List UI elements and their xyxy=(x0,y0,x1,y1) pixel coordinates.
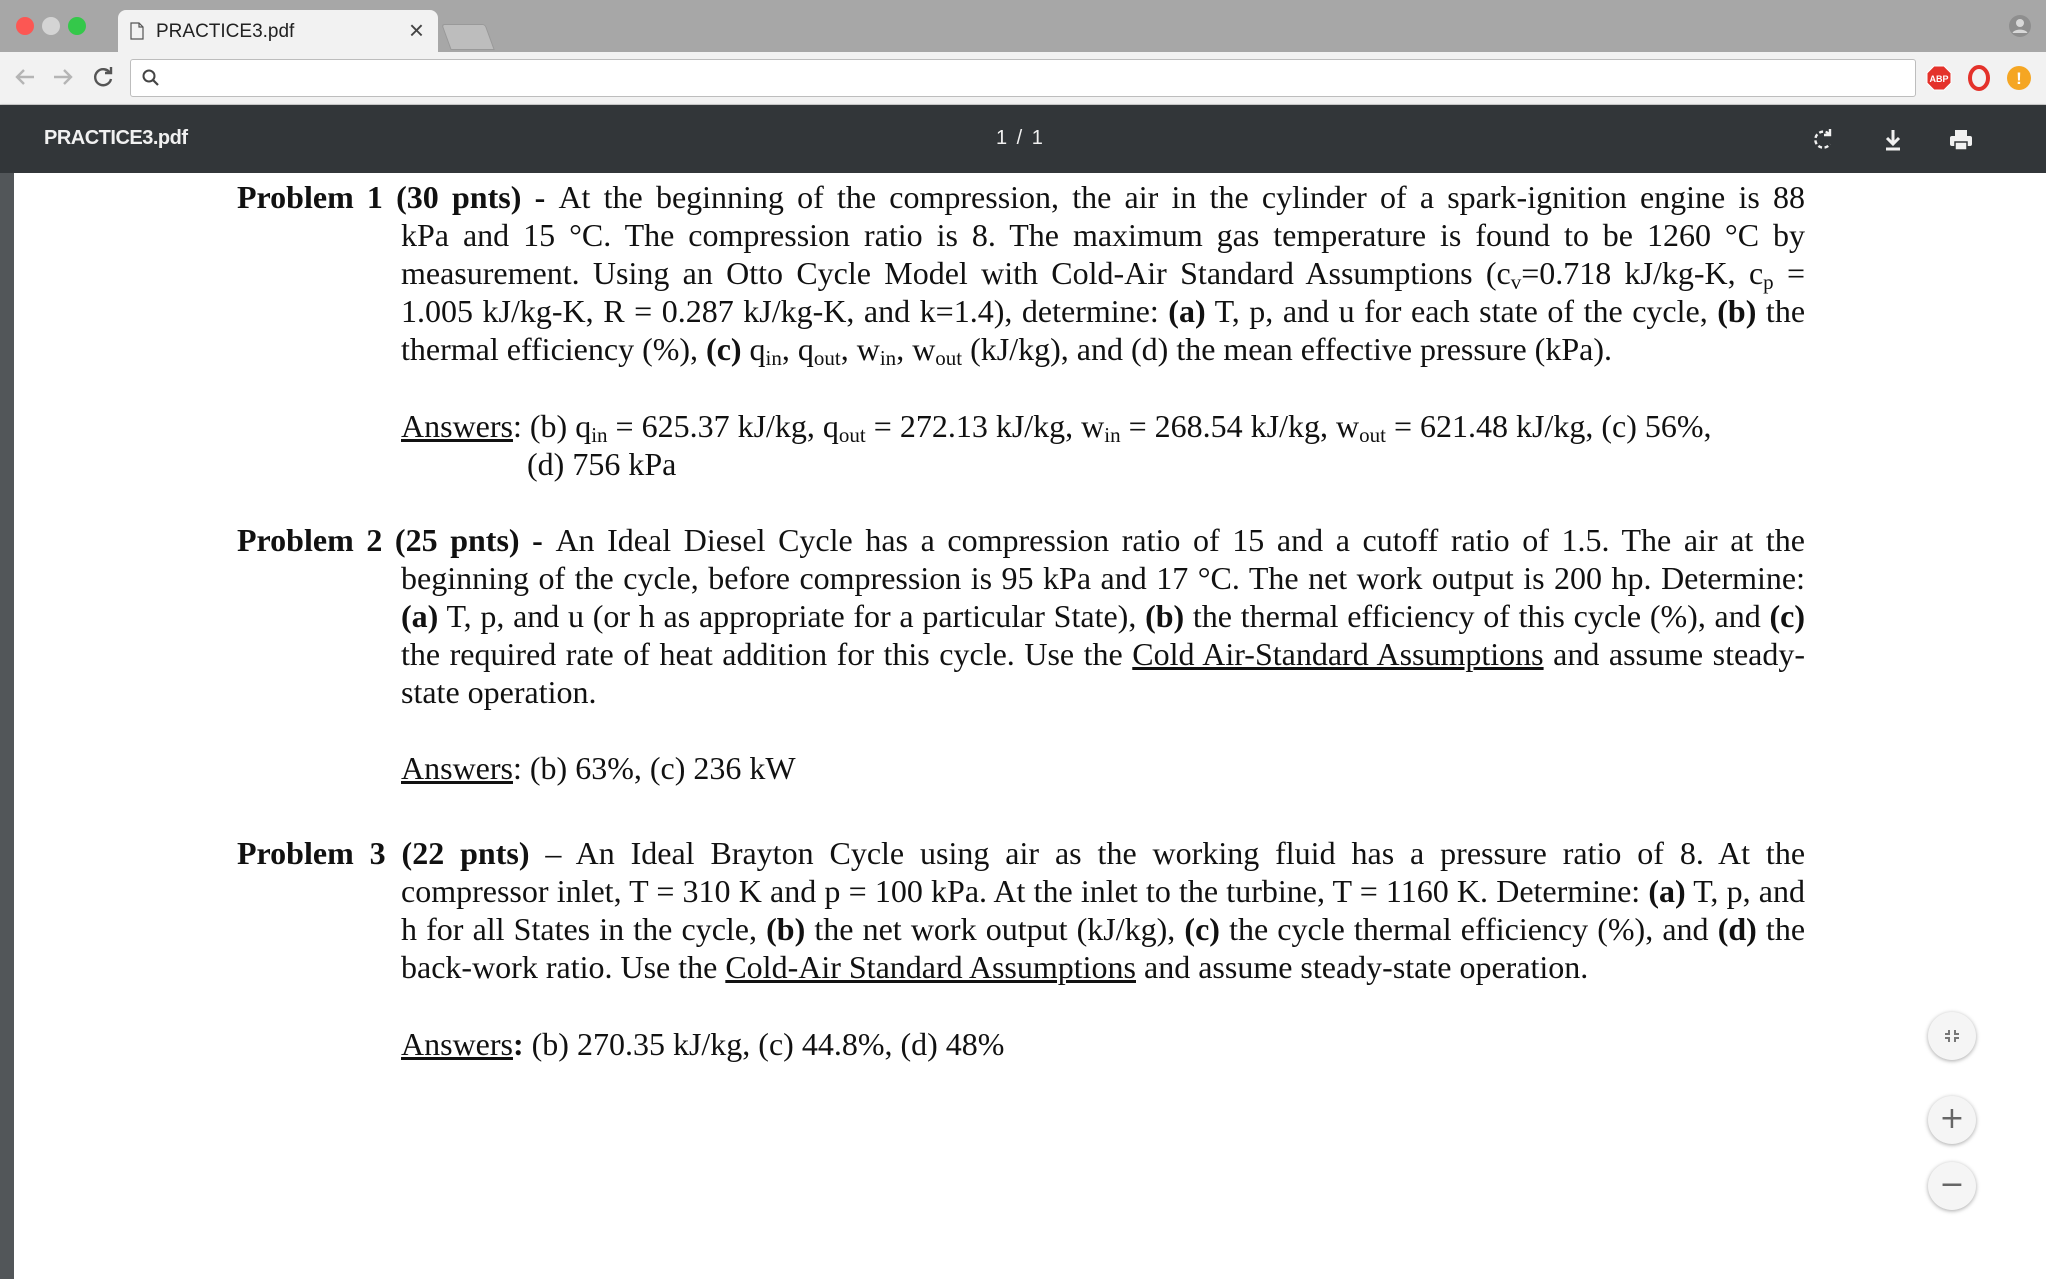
pdf-toolbar xyxy=(0,105,2046,173)
warning-label: ! xyxy=(2016,69,2022,88)
tab-title: PRACTICE3.pdf xyxy=(156,21,295,42)
download-icon[interactable] xyxy=(1878,125,1908,155)
zoom-in-button[interactable]: + xyxy=(1928,1096,1976,1144)
tab-close-button[interactable]: × xyxy=(408,15,424,45)
page-counter: 1 / 1 xyxy=(996,127,1045,149)
arrow-left-icon xyxy=(10,62,40,92)
answers-3-label: Answers xyxy=(401,1026,513,1062)
window-maximize-button[interactable] xyxy=(68,17,86,35)
problem-2-heading: Problem 2 (25 pnts) xyxy=(237,522,520,558)
problem-3-body: compressor inlet, T = 310 K and p = 100 kPa. At the inlet to the turbine, T = 1160 K. Determine: (a) T, p, and h for all States in the cycle, (b) the net work output (kJ/kg), (c) the cycle thermal efficiency (%), and (d) the back-work ratio. Use the Cold-Air Standard Assumptions and assume steady-state operation. xyxy=(401,873,1806,985)
opera-icon[interactable] xyxy=(1966,65,1992,91)
problem-3-assumptions-link: Cold-Air Standard Assumptions xyxy=(725,949,1136,985)
problem-1-first-line xyxy=(237,178,1805,216)
reload-icon xyxy=(88,62,118,92)
problem-3-separator: – xyxy=(529,835,576,871)
forward-button[interactable] xyxy=(48,62,78,92)
problem-1-line-1: At the beginning of the compression, the air in the cylinder of a spark-ignition engine is 88 xyxy=(558,179,1806,215)
answers-2-label: Answers xyxy=(401,750,513,786)
problem-1-heading: Problem 1 (30 pnts) xyxy=(237,179,522,215)
answers-2: Answers: (b) 63%, (c) 236 kW xyxy=(401,750,796,786)
problem-2-separator: - xyxy=(519,522,556,558)
back-button[interactable] xyxy=(10,62,40,92)
fit-page-icon xyxy=(1928,1012,1976,1060)
problem-2-body: beginning of the cycle, before compression is 95 kPa and 17 °C. The net work output is 200 hp. Determine: (a) T, p, and u (or h as appropriate for a particular State), (b) the thermal efficiency of this cycle (%), and (c) the required rate of heat addition for this cycle. Use the Cold Air-Standard Assumptions and assume steady-state operation. xyxy=(401,560,1806,710)
problem-3 xyxy=(237,834,1805,986)
zoom-out-button[interactable]: − xyxy=(1928,1162,1976,1210)
tab-bar xyxy=(0,0,2046,52)
warning-icon[interactable] xyxy=(2006,65,2032,91)
problem-2 xyxy=(237,521,1805,711)
reload-button[interactable] xyxy=(88,62,118,92)
problem-2-line-1: An Ideal Diesel Cycle has a compression ratio of 15 and a cutoff ratio of 1.5. The air at the xyxy=(555,522,1806,558)
answers-1-label: Answers xyxy=(401,408,513,444)
adblock-icon[interactable] xyxy=(1926,65,1952,91)
profile-icon[interactable] xyxy=(2008,14,2032,38)
abp-label: ABP xyxy=(1929,74,1949,84)
arrow-right-icon xyxy=(48,62,78,92)
new-tab-button[interactable] xyxy=(441,24,494,50)
problem-2-assumptions-link: Cold Air-Standard Assumptions xyxy=(1132,636,1544,672)
fit-to-page-button[interactable] xyxy=(1928,1012,1976,1060)
print-icon[interactable] xyxy=(1946,125,1976,155)
problem-1 xyxy=(237,178,1805,368)
address-bar[interactable] xyxy=(130,59,1916,97)
problem-3-first-line xyxy=(237,834,1805,872)
answers-3: Answers: (b) 270.35 kJ/kg, (c) 44.8%, (d) 48% xyxy=(401,1026,1005,1062)
browser-tab[interactable] xyxy=(118,10,438,52)
answers-1: Answers: (b) $q_{in} = 625.37$ kJ/kg, $q_{out} = 272.13$ kJ/kg, $w_{in} = 268.54$ kJ/kg, $w_{out} = 621.48$ kJ/kg, (c) 56%, (d) 756 kPa xyxy=(401,407,1805,483)
pdf-title: PRACTICE3.pdf xyxy=(44,127,188,149)
problem-2-first-line xyxy=(237,521,1805,559)
problem-3-heading: Problem 3 (22 pnts) xyxy=(237,835,530,871)
window-close-button[interactable] xyxy=(16,17,34,35)
file-icon xyxy=(130,22,144,40)
search-icon xyxy=(141,68,161,88)
problem-3-line-1: An Ideal Brayton Cycle using air as the working fluid has a pressure ratio of 8. At the xyxy=(575,835,1806,871)
address-input[interactable] xyxy=(169,64,1903,92)
answers-1-continued: (d) 756 kPa xyxy=(527,446,677,482)
browser-toolbar xyxy=(0,52,2046,105)
problem-1-separator: - xyxy=(521,179,559,215)
problem-1-body: kPa and 15 °C. The compression ratio is 8. The maximum gas temperature is found to be 1260 °C by measurement. Using an Otto Cycle Model with Cold-Air Standard Assumptions ($c_v=0.718$ kJ/kg-K, $c_p = 1.005$ kJ/kg-K, R = 0.287 kJ/kg-K, and k=1.4), determine: (a) T, p, and u for each state of the cycle, (b) the thermal efficiency (%), (c) $q_{in}$, $q_{out}$, $w_{in}$, $w_{out}$ (kJ/kg), and (d) the mean effective pressure (kPa). xyxy=(401,217,1806,370)
window-minimize-button[interactable] xyxy=(42,17,60,35)
rotate-icon[interactable] xyxy=(1808,125,1838,155)
